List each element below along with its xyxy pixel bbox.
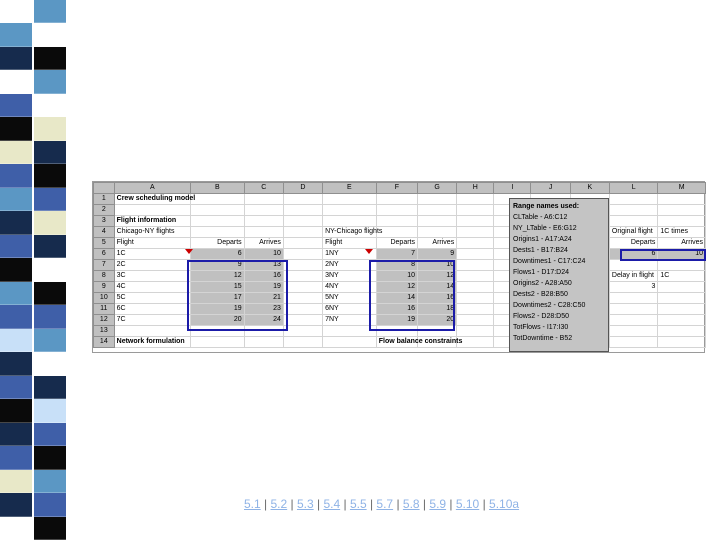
sheet-row [94,326,706,337]
cell-a1[interactable]: Crew scheduling model [114,194,190,205]
cell-f11[interactable]: 16 [376,304,417,315]
row-header[interactable]: 5 [94,238,115,249]
stripe-band [0,188,32,211]
cell-m2[interactable] [658,205,706,216]
sheet-row [94,205,706,216]
cell-f5[interactable]: Departs [376,238,417,249]
stripe-band [34,376,66,399]
nav-link-5-8[interactable]: 5.8 [402,497,420,511]
nav-link-5-7[interactable]: 5.7 [376,497,394,511]
stripe-band [0,211,32,234]
stripe-band [34,47,66,70]
nav-separator: | [287,497,297,511]
column-header-j[interactable]: J [531,183,570,194]
stripe-band [0,376,32,399]
cell-l6[interactable]: 6 [609,249,658,260]
cell-b3[interactable] [191,216,245,227]
stripe-band [34,470,66,493]
cell-l11[interactable] [609,304,658,315]
cell-a3[interactable]: Flight information [114,216,190,227]
row-header[interactable]: 10 [94,293,115,304]
cell-f3[interactable] [376,216,417,227]
column-header-b[interactable]: B [191,183,245,194]
column-header-i[interactable]: I [494,183,531,194]
cell-b1[interactable] [191,194,245,205]
cell-m10[interactable] [658,293,706,304]
decorative-stripe [0,0,62,540]
cell-b8[interactable]: 12 [191,271,245,282]
cell-c6[interactable]: 10 [244,249,283,260]
cell-h2[interactable] [457,205,494,216]
row-header[interactable]: 8 [94,271,115,282]
stripe-band [0,235,32,258]
cell-a8[interactable]: 3C [114,271,190,282]
cell-f8[interactable]: 10 [376,271,417,282]
column-header-h[interactable]: H [457,183,494,194]
sheet-row [94,238,706,249]
stripe-band [34,211,66,234]
cell-c14[interactable] [244,337,283,348]
cell-d13[interactable] [283,326,322,337]
sheet-row [94,293,706,304]
cell-m6[interactable]: 10 [658,249,706,260]
cell-b6[interactable]: 6 [191,249,245,260]
column-header-row [94,183,706,194]
column-header-a[interactable]: A [114,183,190,194]
cell-g3[interactable] [418,216,457,227]
cell-h8[interactable] [457,271,494,282]
cell-m14[interactable] [658,337,706,348]
cell-g2[interactable] [418,205,457,216]
range-name-item: Flows1 - D17:D24 [513,269,570,276]
cell-e2[interactable] [323,205,377,216]
cell-h3[interactable] [457,216,494,227]
stripe-band [34,23,66,46]
nav-link-5-9[interactable]: 5.9 [429,497,447,511]
cell-f12[interactable]: 19 [376,315,417,326]
cell-h4[interactable] [457,227,494,238]
range-name-item: Downtimes2 - C28:C50 [513,302,586,309]
stripe-band [0,117,32,140]
stripe-band [34,329,66,352]
stripe-band [0,70,32,93]
row-header[interactable]: 2 [94,205,115,216]
cell-d11[interactable] [283,304,322,315]
cell-f6[interactable]: 7 [376,249,417,260]
sheet-row [94,282,706,293]
row-header[interactable]: 9 [94,282,115,293]
range-name-item: TotFlows - I17:I30 [513,324,569,331]
corner-cell[interactable] [94,183,115,194]
nav-link-5-4[interactable]: 5.4 [323,497,341,511]
cell-d1[interactable] [283,194,322,205]
cell-b10[interactable]: 17 [191,293,245,304]
row-header[interactable]: 12 [94,315,115,326]
row-header[interactable]: 1 [94,194,115,205]
cell-a13[interactable] [114,326,190,337]
stripe-band [0,258,32,281]
stripe-band [0,305,32,328]
cell-m9[interactable] [658,282,706,293]
nav-separator: | [340,497,350,511]
cell-g7[interactable]: 10 [418,260,457,271]
cell-a11[interactable]: 6C [114,304,190,315]
cell-e1[interactable] [323,194,377,205]
stripe-band [0,164,32,187]
cell-l7[interactable] [609,260,658,271]
cell-a5[interactable]: Flight [114,238,190,249]
nav-separator: | [479,497,490,511]
nav-link-5-5[interactable]: 5.5 [349,497,367,511]
cell-l12[interactable] [609,315,658,326]
row-header[interactable]: 3 [94,216,115,227]
cell-e3[interactable] [323,216,377,227]
stripe-band [34,517,66,540]
cell-c7[interactable]: 13 [244,260,283,271]
cell-b7[interactable]: 9 [191,260,245,271]
stripe-band [34,446,66,469]
range-name-item: Flows2 - D28:D50 [513,313,570,320]
cell-d4[interactable] [283,227,322,238]
column-header-e[interactable]: E [323,183,377,194]
cell-m12[interactable] [658,315,706,326]
cell-m3[interactable] [658,216,706,227]
range-names-box [509,198,609,352]
cell-a6[interactable]: 1C [114,249,190,260]
cell-g8[interactable]: 12 [418,271,457,282]
cell-e12[interactable]: 7NY [323,315,377,326]
cell-h13[interactable] [457,326,494,337]
stripe-band [34,0,66,23]
cell-a7[interactable]: 2C [114,260,190,271]
cell-l8[interactable]: Delay in flight [609,271,658,282]
cell-e8[interactable]: 3NY [323,271,377,282]
cell-f1[interactable] [376,194,417,205]
cell-l3[interactable] [609,216,658,227]
range-name-item: Dests2 - B28:B50 [513,291,568,298]
range-names-title: Range names used: [513,203,580,210]
cell-f4[interactable] [376,227,417,238]
row-header[interactable]: 6 [94,249,115,260]
comment-indicator-icon [185,249,193,254]
sheet-row [94,304,706,315]
sheet-row [94,227,706,238]
nav-link-5-2[interactable]: 5.2 [270,497,288,511]
cell-e5[interactable]: Flight [323,238,377,249]
column-header-d[interactable]: D [283,183,322,194]
stripe-band [34,352,66,375]
cell-b14[interactable] [191,337,245,348]
column-header-l[interactable]: L [609,183,658,194]
cell-l14[interactable] [609,337,658,348]
cell-h1[interactable] [457,194,494,205]
cell-h10[interactable] [457,293,494,304]
nav-link-5-10[interactable]: 5.10 [455,497,480,511]
cell-a9[interactable]: 4C [114,282,190,293]
cell-c1[interactable] [244,194,283,205]
column-header-m[interactable]: M [658,183,706,194]
stripe-band [34,94,66,117]
cell-g1[interactable] [418,194,457,205]
range-name-item: CLTable - A6:C12 [513,214,568,221]
row-header[interactable]: 14 [94,337,115,348]
stripe-band [34,70,66,93]
cell-g5[interactable]: Arrives [418,238,457,249]
range-name-item: Downtimes1 - C17:C24 [513,258,586,265]
stripe-band [34,164,66,187]
sheet-row [94,194,706,205]
cell-d12[interactable] [283,315,322,326]
stripe-band [34,235,66,258]
nav-separator: | [260,497,271,511]
range-name-item: Origins2 - A28:A50 [513,280,572,287]
nav-separator: | [446,497,456,511]
cell-m11[interactable] [658,304,706,315]
cell-f9[interactable]: 12 [376,282,417,293]
cell-e4[interactable]: NY-Chicago flights [323,227,377,238]
cell-b11[interactable]: 19 [191,304,245,315]
cell-h6[interactable] [457,249,494,260]
cell-c10[interactable]: 21 [244,293,283,304]
cell-c11[interactable]: 23 [244,304,283,315]
stripe-band [0,141,32,164]
cell-e7[interactable]: 2NY [323,260,377,271]
column-header-f[interactable]: F [376,183,417,194]
nav-separator: | [393,497,403,511]
stripe-band [0,0,32,23]
cell-h7[interactable] [457,260,494,271]
stripe-band [34,258,66,281]
cell-c5[interactable]: Arrives [244,238,283,249]
stripe-band [0,399,32,422]
cell-d6[interactable] [283,249,322,260]
cell-h12[interactable] [457,315,494,326]
cell-a4[interactable]: Chicago-NY flights [114,227,190,238]
row-header[interactable]: 7 [94,260,115,271]
cell-f7[interactable]: 8 [376,260,417,271]
cell-a12[interactable]: 7C [114,315,190,326]
stripe-band [34,423,66,446]
cell-c4[interactable] [244,227,283,238]
cell-d5[interactable] [283,238,322,249]
cell-c9[interactable]: 19 [244,282,283,293]
cell-h11[interactable] [457,304,494,315]
cell-h14[interactable] [457,337,494,348]
row-header[interactable]: 4 [94,227,115,238]
row-header[interactable]: 11 [94,304,115,315]
sheet-row [94,337,706,348]
cell-e6[interactable]: 1NY [323,249,377,260]
cell-l13[interactable] [609,326,658,337]
cell-d14[interactable] [283,337,322,348]
cell-d8[interactable] [283,271,322,282]
cell-m13[interactable] [658,326,706,337]
cell-d2[interactable] [283,205,322,216]
cell-e14[interactable] [323,337,377,348]
stripe-band [0,446,32,469]
sheet-row [94,216,706,227]
cell-c3[interactable] [244,216,283,227]
cell-g4[interactable] [418,227,457,238]
range-name-item: NY_LTable - E6:G12 [513,225,577,232]
stripe-band [34,282,66,305]
nav-separator: | [313,497,324,511]
nav-separator: | [419,497,430,511]
stripe-band [0,493,32,516]
range-name-item: Origins1 - A17:A24 [513,236,572,243]
cell-b5[interactable]: Departs [191,238,245,249]
cell-d10[interactable] [283,293,322,304]
sheet-row [94,271,706,282]
stripe-band [0,47,32,70]
cell-c12[interactable]: 24 [244,315,283,326]
cell-d7[interactable] [283,260,322,271]
stripe-band [34,493,66,516]
cell-m5[interactable]: Arrives [658,238,706,249]
cell-e9[interactable]: 4NY [323,282,377,293]
cell-b13[interactable] [191,326,245,337]
nav-link-5-1[interactable]: 5.1 [244,497,261,511]
cell-e10[interactable]: 5NY [323,293,377,304]
cell-m7[interactable] [658,260,706,271]
cell-g9[interactable]: 14 [418,282,457,293]
cell-b12[interactable]: 20 [191,315,245,326]
cell-f14[interactable]: Flow balance constraints [376,337,417,348]
cell-g6[interactable]: 9 [418,249,457,260]
cell-e11[interactable]: 6NY [323,304,377,315]
cell-b2[interactable] [191,205,245,216]
cell-f13[interactable] [376,326,417,337]
range-name-item: TotDowntime - B52 [513,335,573,342]
cell-d9[interactable] [283,282,322,293]
nav-separator: | [366,497,377,511]
sheet-row [94,315,706,326]
cell-m1[interactable] [658,194,706,205]
cell-m8[interactable]: 1C [658,271,706,282]
stripe-band [0,282,32,305]
cell-e13[interactable] [323,326,377,337]
column-header-g[interactable]: G [418,183,457,194]
cell-h9[interactable] [457,282,494,293]
cell-c13[interactable] [244,326,283,337]
stripe-band [0,329,32,352]
nav-link-5-10a[interactable]: 5.10a [489,497,520,511]
cell-f10[interactable]: 14 [376,293,417,304]
spreadsheet-grid [93,182,706,348]
cell-l9[interactable]: 3 [609,282,658,293]
cell-l4[interactable]: Original flight [609,227,658,238]
column-header-c[interactable]: C [244,183,283,194]
row-header[interactable]: 13 [94,326,115,337]
cell-c8[interactable]: 16 [244,271,283,282]
sheet-row [94,260,706,271]
cell-g12[interactable]: 20 [418,315,457,326]
stripe-band [34,399,66,422]
cell-b4[interactable] [191,227,245,238]
cell-l2[interactable] [609,205,658,216]
spreadsheet [92,181,705,353]
stripe-band [0,23,32,46]
stripe-band [0,94,32,117]
cell-b9[interactable]: 15 [191,282,245,293]
stripe-band [0,470,32,493]
cell-l10[interactable] [609,293,658,304]
column-header-k[interactable]: K [570,183,609,194]
cell-l5[interactable]: Departs [609,238,658,249]
comment-indicator-icon [365,249,373,254]
cell-h5[interactable] [457,238,494,249]
stripe-band [0,517,32,540]
cell-m4[interactable]: 1C times [658,227,706,238]
stripe-band [34,141,66,164]
cell-a10[interactable]: 5C [114,293,190,304]
cell-g10[interactable]: 16 [418,293,457,304]
stripe-band [34,305,66,328]
slide-navigation [244,497,519,513]
cell-a14[interactable]: Network formulation [114,337,190,348]
cell-d3[interactable] [283,216,322,227]
cell-l1[interactable] [609,194,658,205]
cell-g11[interactable]: 18 [418,304,457,315]
cell-g13[interactable] [418,326,457,337]
cell-c2[interactable] [244,205,283,216]
range-name-item: Dests1 - B17:B24 [513,247,568,254]
stripe-band [0,352,32,375]
cell-a2[interactable] [114,205,190,216]
stripe-band [34,188,66,211]
nav-link-5-3[interactable]: 5.3 [296,497,314,511]
stripe-band [34,117,66,140]
cell-f2[interactable] [376,205,417,216]
stripe-band [0,423,32,446]
